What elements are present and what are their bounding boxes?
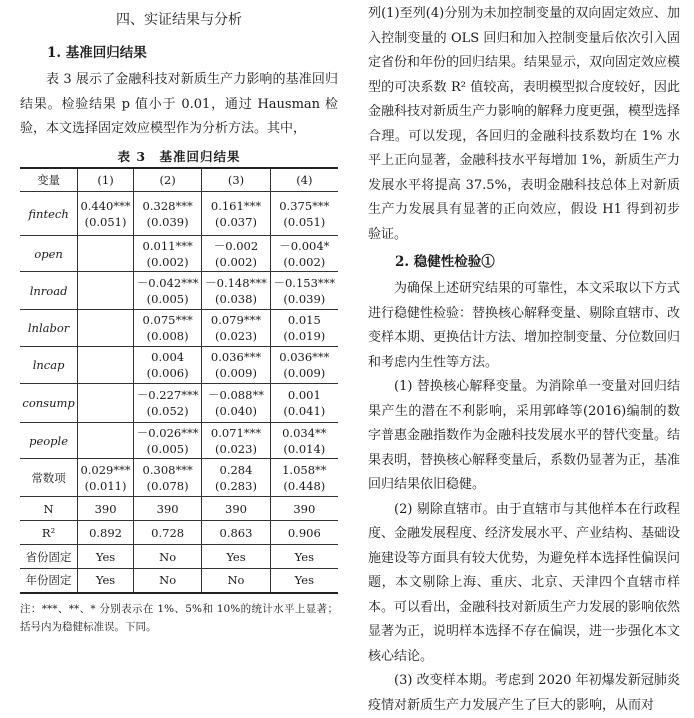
paragraph-robustness-intro: 为确保上述研究结果的可靠性，本文采取以下方式进行稳健性检验：替换核心解释变量、剔除直辖市、改变样本期、更换估计方法、增加控制变量、分位数回归和考虑内生性等方法。 bbox=[368, 281, 681, 370]
summary-value: 0.728 bbox=[133, 521, 201, 545]
coefficient-cell bbox=[270, 236, 338, 272]
coefficient-value: 0.036*** bbox=[279, 350, 330, 364]
summary-value: Yes bbox=[78, 545, 134, 569]
standard-error: (0.078) bbox=[146, 478, 189, 493]
summary-value: No bbox=[133, 545, 201, 569]
coefficient-value: 0.284 bbox=[219, 462, 253, 477]
paragraph-results-discussion: 列(1)至列(4)分别为未加控制变量的双向固定效应、加入控制变量的 OLS 回归和加入控制变量后依次引入固定省份和年份的回归结果。结果显示，双向固定效应模型的可决系数 R² 值较高，表明模型拟合度较好，因此金融科技对新质生产力影响的解释力度更强，模型选择合理。可以发现，各回归的金融科技系数均在 1% 水平上正向显著，金融科技水平每增加 1%，新质生产力发展水平将提高 37.5%，表明金融科技总体上对新质生产力发展具有显著的正向效应，假设 H1 得到初步验证。 bbox=[368, 6, 681, 242]
coefficient-cell bbox=[202, 192, 270, 236]
coefficient-value: －0.042*** bbox=[136, 275, 199, 290]
standard-error: (0.051) bbox=[283, 214, 326, 229]
variable-name: lncap bbox=[20, 347, 78, 384]
coefficient-cell bbox=[78, 192, 134, 236]
standard-error: (0.002) bbox=[215, 254, 257, 269]
coefficient-value: 1.058** bbox=[282, 462, 327, 477]
standard-error: (0.009) bbox=[215, 366, 257, 380]
coefficient-value: 0.001 bbox=[287, 388, 321, 402]
coefficient-value: －0.148*** bbox=[205, 275, 267, 290]
standard-error: (0.005) bbox=[146, 291, 189, 306]
coefficient-value: 0.075*** bbox=[142, 313, 193, 327]
table-note: 注：***、**、* 分别表示在 1%、5%和 10%的统计水平上显著；括号内为稳健标准误。下同。 bbox=[20, 602, 338, 633]
standard-error: (0.052) bbox=[146, 404, 189, 418]
summary-value: 390 bbox=[202, 497, 270, 521]
coefficient-value: 0.011*** bbox=[142, 238, 193, 253]
coefficient-cell bbox=[133, 459, 201, 497]
standard-error: (0.051) bbox=[84, 214, 127, 229]
variable-name: 常数项 bbox=[20, 459, 78, 497]
table-row bbox=[20, 347, 338, 384]
standard-error: (0.040) bbox=[215, 404, 257, 418]
coefficient-cell bbox=[133, 192, 201, 236]
standard-error: (0.005) bbox=[146, 441, 189, 456]
summary-value: No bbox=[202, 569, 270, 593]
table-summary-row bbox=[20, 569, 338, 593]
standard-error: (0.023) bbox=[215, 441, 257, 456]
table-header-row bbox=[20, 168, 338, 192]
coefficient-cell bbox=[202, 423, 270, 459]
coefficient-cell bbox=[133, 272, 201, 310]
summary-label: N bbox=[20, 497, 78, 521]
coefficient-cell bbox=[202, 272, 270, 310]
coefficient-cell bbox=[78, 423, 134, 459]
coefficient-cell bbox=[78, 347, 134, 384]
coefficient-value: 0.034** bbox=[282, 425, 327, 440]
summary-value: Yes bbox=[202, 545, 270, 569]
standard-error: (0.014) bbox=[283, 441, 326, 456]
coefficient-cell bbox=[270, 384, 338, 423]
coefficient-cell bbox=[202, 459, 270, 497]
coefficient-value: 0.036*** bbox=[210, 350, 262, 364]
header-col2: (2) bbox=[133, 168, 201, 192]
coefficient-value: －0.004* bbox=[279, 238, 330, 253]
coefficient-value: 0.079*** bbox=[210, 313, 262, 327]
coefficient-cell bbox=[202, 310, 270, 347]
coefficient-cell bbox=[270, 459, 338, 497]
subsection-title-robustness: 2. 稳健性检验① bbox=[395, 254, 495, 270]
coefficient-cell bbox=[78, 384, 134, 423]
standard-error: (0.283) bbox=[215, 478, 257, 493]
variable-name: fintech bbox=[20, 192, 78, 236]
coefficient-cell bbox=[78, 236, 134, 272]
coefficient-cell bbox=[270, 310, 338, 347]
summary-value: 390 bbox=[78, 497, 134, 521]
coefficient-cell bbox=[78, 310, 134, 347]
summary-label: 年份固定 bbox=[20, 569, 78, 593]
table-caption: 表 3 基准回归结果 bbox=[117, 148, 241, 164]
summary-value: No bbox=[133, 569, 201, 593]
header-col3: (3) bbox=[202, 168, 270, 192]
table-row bbox=[20, 192, 338, 236]
paragraph-exclude-municipalities: (2) 剔除直辖市。由于直辖市与其他样本在行政程度、金融发展程度、经济发展水平、产业结构、基础设施建设等方面具有较大优势，为避免样本选择性偏误问题，本文剔除上海、重庆、北京、天津四个直辖市样本。可以看出，金融科技对新质生产力发展的影响依然显著为正，说明样本选择不存在偏误，进一步强化本文核心结论。 bbox=[368, 501, 681, 664]
standard-error: (0.039) bbox=[283, 291, 326, 306]
section-title: 四、实证结果与分析 bbox=[116, 12, 242, 28]
coefficient-cell bbox=[202, 384, 270, 423]
standard-error: (0.448) bbox=[283, 478, 326, 493]
standard-error: (0.011) bbox=[84, 478, 127, 493]
left-column bbox=[20, 0, 338, 636]
paragraph-baseline-intro: 表 3 展示了金融科技对新质生产力影响的基准回归结果。检验结果 p 值小于 0.01，通过 Hausman 检验，本文选择固定效应模型作为分析方法。其中， bbox=[20, 72, 338, 136]
standard-error: (0.008) bbox=[146, 329, 189, 343]
table-row bbox=[20, 423, 338, 459]
coefficient-cell bbox=[270, 423, 338, 459]
subsection-title-baseline: 1. 基准回归结果 bbox=[47, 45, 147, 61]
coefficient-value: 0.308*** bbox=[142, 462, 193, 477]
table-row bbox=[20, 384, 338, 423]
standard-error: (0.041) bbox=[283, 404, 326, 418]
table-row bbox=[20, 310, 338, 347]
variable-name: people bbox=[20, 423, 78, 459]
coefficient-cell bbox=[202, 236, 270, 272]
coefficient-cell bbox=[270, 272, 338, 310]
coefficient-value: －0.227*** bbox=[136, 388, 199, 402]
variable-name: lnroad bbox=[20, 272, 78, 310]
coefficient-cell bbox=[133, 236, 201, 272]
header-variable: 变量 bbox=[20, 168, 78, 192]
summary-value: Yes bbox=[270, 545, 338, 569]
standard-error: (0.038) bbox=[215, 291, 257, 306]
coefficient-cell bbox=[133, 423, 201, 459]
coefficient-value: 0.071*** bbox=[210, 425, 262, 440]
variable-name: lnlabor bbox=[20, 310, 78, 347]
standard-error: (0.037) bbox=[215, 214, 257, 229]
coefficient-cell bbox=[78, 272, 134, 310]
table-summary-row bbox=[20, 497, 338, 521]
standard-error: (0.023) bbox=[215, 329, 257, 343]
standard-error: (0.002) bbox=[146, 254, 189, 269]
coefficient-value: －0.153*** bbox=[273, 275, 336, 290]
summary-label: R² bbox=[20, 521, 78, 545]
regression-table bbox=[20, 167, 338, 594]
coefficient-value: －0.088** bbox=[208, 388, 264, 402]
coefficient-value: 0.440*** bbox=[80, 198, 131, 213]
coefficient-value: 0.029*** bbox=[80, 462, 131, 477]
summary-value: 0.863 bbox=[202, 521, 270, 545]
summary-value: Yes bbox=[78, 569, 134, 593]
right-column bbox=[368, 0, 680, 718]
table-summary-row bbox=[20, 545, 338, 569]
variable-name: open bbox=[20, 236, 78, 272]
standard-error: (0.006) bbox=[146, 366, 189, 380]
table-row bbox=[20, 236, 338, 272]
coefficient-value: 0.161*** bbox=[210, 198, 262, 213]
coefficient-value: －0.002 bbox=[213, 238, 259, 253]
summary-value: 0.892 bbox=[78, 521, 134, 545]
standard-error: (0.039) bbox=[146, 214, 189, 229]
coefficient-value: 0.004 bbox=[151, 350, 185, 364]
summary-value: 0.906 bbox=[270, 521, 338, 545]
coefficient-value: 0.328*** bbox=[142, 198, 193, 213]
paragraph-change-sample-period: (3) 改变样本期。考虑到 2020 年初爆发新冠肺炎疫情对新质生产力发展产生了巨大的影响，从而对 bbox=[368, 673, 680, 713]
table-row bbox=[20, 272, 338, 310]
table-row bbox=[20, 459, 338, 497]
standard-error: (0.019) bbox=[283, 329, 326, 343]
coefficient-value: 0.375*** bbox=[279, 198, 330, 213]
coefficient-value: －0.026*** bbox=[136, 425, 199, 440]
header-col1: (1) bbox=[78, 168, 134, 192]
coefficient-cell bbox=[133, 384, 201, 423]
coefficient-cell bbox=[270, 347, 338, 384]
paragraph-replace-variable: (1) 替换核心解释变量。为消除单一变量对回归结果产生的潜在不利影响，采用郭峰等(2016)编制的数字普惠金融指数作为金融科技发展水平的替代变量。结果表明，替换核心解释变量后，系数仍显著为正，基准回归结果依旧稳健。 bbox=[368, 379, 681, 492]
summary-label: 省份固定 bbox=[20, 545, 78, 569]
standard-error: (0.002) bbox=[283, 254, 326, 269]
coefficient-cell bbox=[133, 310, 201, 347]
coefficient-cell bbox=[133, 347, 201, 384]
standard-error: (0.009) bbox=[283, 366, 326, 380]
table-summary-row bbox=[20, 521, 338, 545]
coefficient-cell bbox=[202, 347, 270, 384]
summary-value: 390 bbox=[270, 497, 338, 521]
coefficient-value: 0.015 bbox=[287, 313, 321, 327]
coefficient-cell bbox=[270, 192, 338, 236]
variable-name: consump bbox=[20, 384, 78, 423]
coefficient-cell bbox=[78, 459, 134, 497]
summary-value: Yes bbox=[270, 569, 338, 593]
header-col4: (4) bbox=[270, 168, 338, 192]
summary-value: 390 bbox=[133, 497, 201, 521]
